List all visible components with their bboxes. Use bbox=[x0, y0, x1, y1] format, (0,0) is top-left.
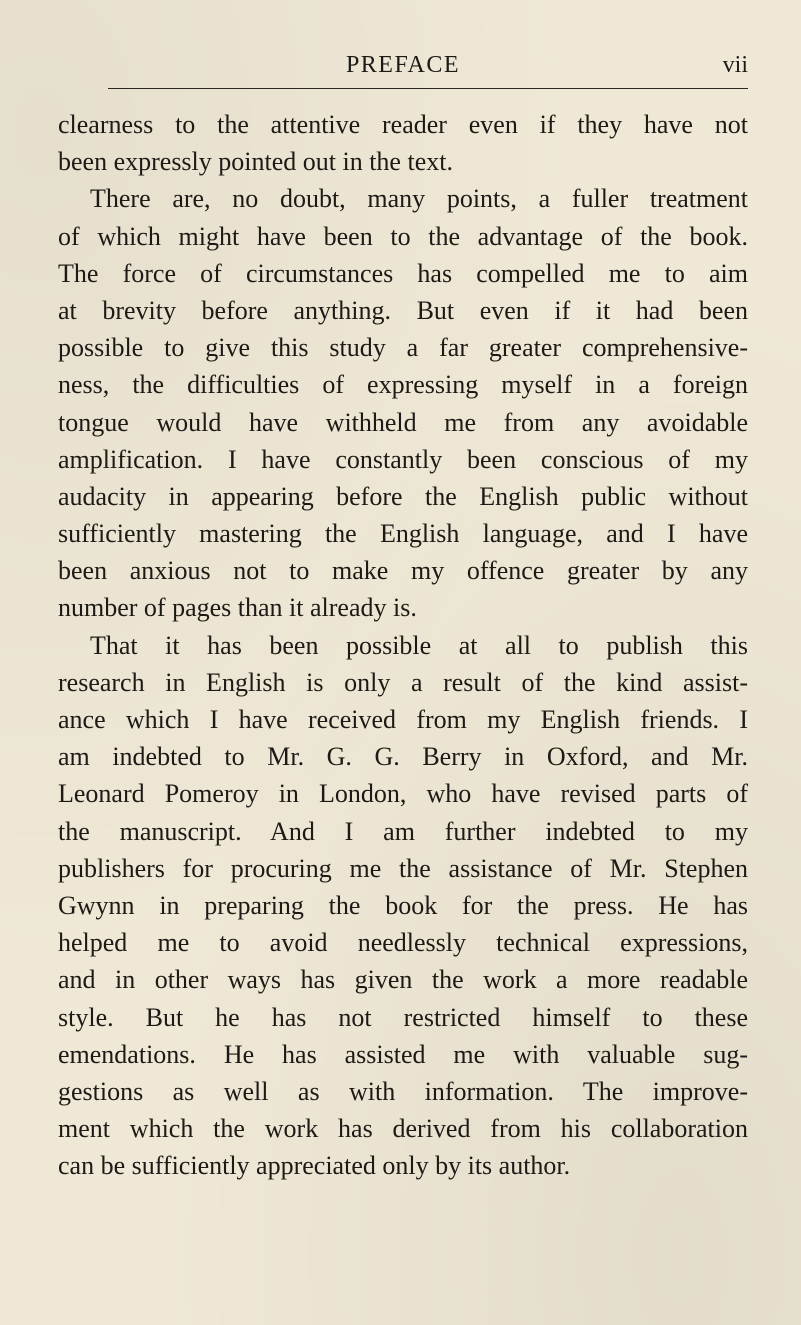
header-rule bbox=[108, 88, 748, 89]
body-text bbox=[58, 106, 748, 1184]
text-line: am indebted to Mr. G. G. Berry in Oxford, and Mr. bbox=[58, 742, 748, 772]
text-line: amplification. I have constantly been conscious of my bbox=[58, 444, 748, 474]
text-line: been anxious not to make my offence greater by any bbox=[58, 556, 748, 586]
text-line: tongue would have withheld me from any avoidable bbox=[58, 407, 748, 437]
text-line: emendations. He has assisted me with valuable sug- bbox=[58, 1039, 748, 1069]
page-number: vii bbox=[722, 52, 748, 78]
text-line: number of pages than it already is. bbox=[58, 593, 417, 623]
text-line: ment which the work has derived from his collaboration bbox=[58, 1114, 748, 1144]
text-line: helped me to avoid needlessly technical expressions, bbox=[58, 928, 748, 958]
running-head bbox=[58, 48, 748, 82]
text-line: research in English is only a result of the kind assist- bbox=[58, 667, 748, 697]
text-line: clearness to the attentive reader even if they have not bbox=[58, 110, 748, 139]
text-line: ance which I have received from my English friends. I bbox=[58, 705, 748, 734]
running-title: PREFACE bbox=[345, 52, 461, 78]
text-line: and in other ways has given the work a more readable bbox=[58, 965, 748, 995]
text-line: The force of circumstances has compelled me to aim bbox=[58, 258, 748, 288]
text-line: Gwynn in preparing the book for the press. He has bbox=[58, 890, 748, 920]
text-line: That it has been possible at all to publish this bbox=[90, 630, 748, 660]
text-line: of which might have been to the advantage of the book. bbox=[58, 221, 748, 251]
text-line: the manuscript. And I am further indebted to my bbox=[58, 816, 748, 846]
text-line: publishers for procuring me the assistance of Mr. Stephen bbox=[58, 853, 748, 883]
text-line: can be sufficiently appreciated only by its author. bbox=[58, 1151, 571, 1181]
text-line: gestions as well as with information. The improve- bbox=[58, 1076, 748, 1106]
text-line: sufficiently mastering the English language, and I have bbox=[58, 519, 748, 549]
text-line: There are, no doubt, many points, a fuller treatment bbox=[90, 184, 748, 214]
text-line: ness, the difficulties of expressing myself in a foreign bbox=[58, 370, 748, 400]
text-line: style. But he has not restricted himself to these bbox=[58, 1002, 748, 1032]
text-line: possible to give this study a far greater comprehensive- bbox=[58, 333, 748, 363]
text-line: at brevity before anything. But even if it had been bbox=[58, 295, 748, 325]
text-line: audacity in appearing before the English public without bbox=[58, 481, 748, 511]
text-line: Leonard Pomeroy in London, who have revised parts of bbox=[58, 779, 748, 809]
text-line: been expressly pointed out in the text. bbox=[58, 147, 453, 177]
